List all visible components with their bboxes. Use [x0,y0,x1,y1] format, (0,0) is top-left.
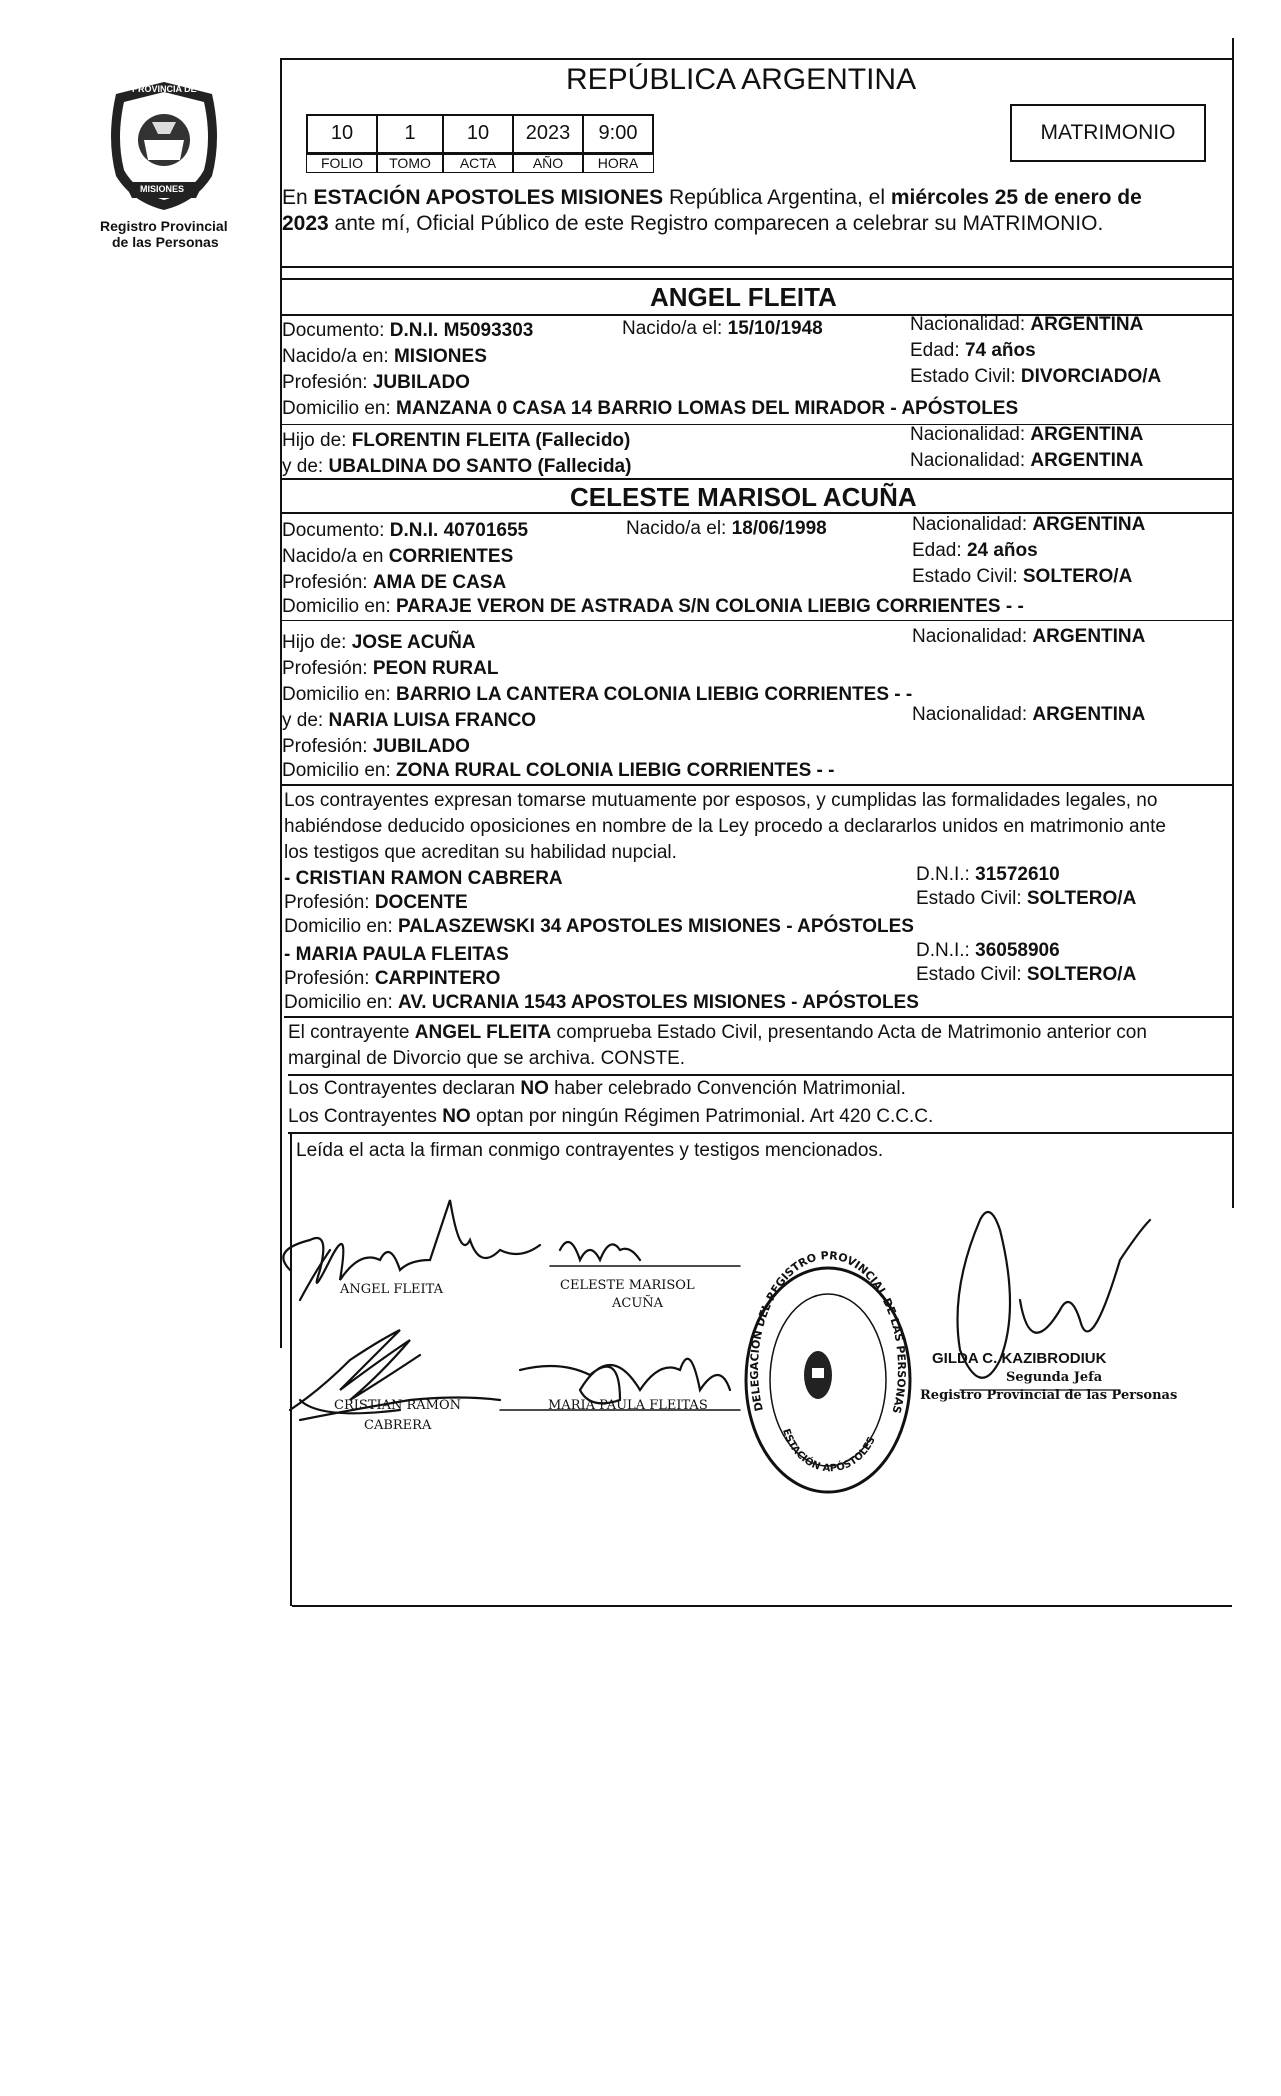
civil-note-post: comprueba Estado Civil, presentando Acta de Matrimonio anterior con [551,1022,1147,1043]
bride-birthplace [282,546,513,568]
folio-value: 10 [306,114,378,154]
groom-civil [910,366,1161,388]
declaration-line-3: los testigos que acreditan su habilidad nupcial. [284,842,677,863]
bride-nat-label: Nacionalidad: [912,514,1033,535]
groom-mother-nat-label: Nacionalidad: [910,450,1031,471]
witness-1-name: - CRISTIAN RAMON CABRERA [284,868,563,889]
groom-father-value: FLORENTIN FLEITA (Fallecido) [351,430,631,451]
groom-father-nat-label: Nacionalidad: [910,424,1031,445]
witness-1-prof-label: Profesión: [284,892,375,913]
bride-father-prof-label: Profesión: [282,658,373,679]
groom-father-nat: ARGENTINA [1030,424,1144,445]
folio-label: FOLIO [306,154,378,173]
groom-civil-value: DIVORCIADO/A [1020,366,1162,387]
country-title: REPÚBLICA ARGENTINA [566,63,917,96]
witness-2-civil-value: SOLTERO/A [1026,964,1137,985]
regime-pre: Los Contrayentes [288,1106,443,1127]
groom-mother-nationality [910,450,1143,472]
acta-label: ACTA [442,154,514,173]
witness-1-address-label: Domicilio en: [284,916,399,937]
bride-nat: ARGENTINA [1032,514,1146,535]
intro-rest: ante mí, Oficial Público de este Registro comparecen a celebrar su MATRIMONIO. [328,212,1104,235]
tomo-value: 1 [376,114,444,154]
groom-birthplace-value: MISIONES [393,346,487,367]
groom-mother [282,456,631,478]
groom-nationality [910,314,1143,336]
bride-mother-value: NARIA LUISA FRANCO [328,710,537,731]
frame-bottom [292,1605,1232,1607]
witness-2-profession [284,968,500,990]
svg-text:ESTACIÓN APÓSTOLES [780,1428,878,1475]
groom-mother-label: y de: [282,456,329,477]
witness-2-address-label: Domicilio en: [284,992,399,1013]
witness-1-civil-value: SOLTERO/A [1026,888,1137,909]
intro-mid: República Argentina, el [663,186,891,209]
convention-note [288,1078,906,1100]
groom-nat: ARGENTINA [1030,314,1144,335]
groom-father-nationality [910,424,1143,446]
bride-father-nationality [912,626,1145,648]
groom-doc-label: Documento: [282,320,390,341]
bride-mother-prof-label: Profesión: [282,736,373,757]
groom-father-label: Hijo de: [282,430,352,451]
witness-1-signature-label-2: CABRERA [364,1418,432,1433]
bride-doc: D.N.I. 40701655 [389,520,529,541]
bride-name: CELESTE MARISOL ACUÑA [570,482,917,512]
bride-father-address [282,684,912,706]
act-type: MATRIMONIO [1040,121,1176,144]
intro-place: ESTACIÓN APOSTOLES MISIONES [313,186,664,209]
logo-lettering-bottom: MISIONES [140,184,185,194]
convention-no: NO [520,1078,549,1099]
divider-groom [280,478,1234,480]
civil-note-pre: El contrayente [288,1022,415,1043]
bride-born-date [626,518,827,540]
civil-note-name: ANGEL FLEITA [414,1022,552,1043]
logo-lettering-top: PROVINCIA DE [132,84,197,94]
bride-mother-nationality [912,704,1145,726]
bride-age [912,540,1038,562]
logo-caption-1: Registro Provincial [100,218,228,234]
witness-2-prof: CARPINTERO [374,968,501,989]
groom-age-label: Edad: [910,340,965,361]
bride-age-value: 24 años [966,540,1038,561]
frame-right [1232,38,1234,1208]
groom-born: 15/10/1948 [727,318,823,339]
groom-doc: D.N.I. M5093303 [389,320,534,341]
divider-civil-note [288,1074,1232,1076]
groom-nat-label: Nacionalidad: [910,314,1031,335]
divider-bride-address [280,620,1234,621]
tomo-label: TOMO [376,154,444,173]
witness-1-address-value: PALASZEWSKI 34 APOSTOLES MISIONES - APÓSTOLES [398,916,914,937]
bride-father-label: Hijo de: [282,632,352,653]
bride-address-value: PARAJE VERON DE ASTRADA S/N COLONIA LIEBIG CORRIENTES - - [396,596,1024,617]
bride-father-nat: ARGENTINA [1032,626,1146,647]
bride-age-label: Edad: [912,540,967,561]
witness-2-dni-label: D.N.I.: [916,940,976,961]
bride-father-address-value: BARRIO LA CANTERA COLONIA LIEBIG CORRIENTES - - [396,684,913,705]
witness-2-name: - MARIA PAULA FLEITAS [284,944,509,965]
bride-mother-address [282,760,834,782]
declaration-line-1: Los contrayentes expresan tomarse mutuamente por esposos, y cumplidas las formalidades legales, no [284,790,1158,811]
acta-value: 10 [442,114,514,154]
witness-2-signature-label: MARIA PAULA FLEITAS [548,1398,708,1413]
act-type-box [1010,104,1206,162]
witness-1-civil-label: Estado Civil: [916,888,1027,909]
year-label: AÑO [512,154,584,173]
bride-address [282,596,1024,618]
witness-1-signature-label-1: CRISTIAN RAMON [334,1398,461,1413]
groom-address [282,398,1018,420]
bride-mother-address-value: ZONA RURAL COLONIA LIEBIG CORRIENTES - - [396,760,835,781]
civil-note-line-2: marginal de Divorcio que se archiva. CONSTE. [288,1048,686,1069]
bride-nationality [912,514,1145,536]
year-value: 2023 [512,114,584,154]
convention-pre: Los Contrayentes declaran [288,1078,521,1099]
groom-profession [282,372,470,394]
groom-mother-value: UBALDINA DO SANTO (Fallecida) [328,456,632,477]
bride-father-prof: PEON RURAL [372,658,499,679]
groom-prof: JUBILADO [372,372,470,393]
witness-1-profession [284,892,468,914]
logo-caption-2: de las Personas [112,234,219,250]
divider-intro [280,266,1234,268]
declaration-line-2: habiéndose deducido oposiciones en nombre de la Ley procedo a declararlos unidos en matrimonio ante [284,816,1166,837]
bride-father-profession [282,658,498,680]
intro-date: miércoles 25 de enero de [890,186,1142,209]
groom-address-value: MANZANA 0 CASA 14 BARRIO LOMAS DEL MIRADOR - APÓSTOLES [396,398,1019,419]
bride-civil-value: SOLTERO/A [1022,566,1133,587]
stamp-outer-text: DELEGACIÓN DEL REGISTRO PROVINCIAL DE LAS PERSONAS [747,1249,909,1415]
officer-title: Segunda Jefa [1006,1370,1103,1385]
divider-witnesses [284,1016,1234,1018]
bride-father-value: JOSE ACUÑA [351,632,476,653]
bride-signature-label-1: CELESTE MARISOL [560,1278,695,1293]
frame-top [280,58,1234,60]
bride-mother-address-label: Domicilio en: [282,760,397,781]
witness-1-civil [916,888,1136,910]
signature-strokes [260,1160,1160,1490]
bride-birthplace-label: Nacido/a en [282,546,389,567]
groom-born-label: Nacido/a el: [622,318,728,339]
groom-mother-nat: ARGENTINA [1030,450,1144,471]
bride-father-nat-label: Nacionalidad: [912,626,1033,647]
regime-note [288,1106,933,1128]
bride-mother-nat-label: Nacionalidad: [912,704,1033,725]
intro-line-1 [282,186,1142,210]
intro-line-2 [282,212,1103,236]
bride-birthplace-value: CORRIENTES [388,546,514,567]
groom-father [282,430,630,452]
witness-2-address-value: AV. UCRANIA 1543 APOSTOLES MISIONES - APÓSTOLES [398,992,919,1013]
groom-age [910,340,1036,362]
groom-age-value: 74 años [964,340,1036,361]
witness-2-civil [916,964,1136,986]
bride-prof-label: Profesión: [282,572,373,593]
bride-document [282,520,528,542]
witness-1-address [284,916,914,938]
bride-father-address-label: Domicilio en: [282,684,397,705]
bride-profession [282,572,506,594]
bride-civil-label: Estado Civil: [912,566,1023,587]
groom-civil-label: Estado Civil: [910,366,1021,387]
witness-2-civil-label: Estado Civil: [916,964,1027,985]
regime-post: optan por ningún Régimen Patrimonial. Art 420 C.C.C. [470,1106,934,1127]
convention-post: haber celebrado Convención Matrimonial. [548,1078,906,1099]
intro-year: 2023 [282,212,329,235]
stamp-inner-text: ESTACIÓN APÓSTOLES [780,1427,878,1475]
officer-registry: Registro Provincial de las Personas [920,1388,1178,1403]
groom-born-date [622,318,823,340]
witness-2-dni [916,940,1060,962]
bride-address-label: Domicilio en: [282,596,397,617]
witness-2-dni-value: 36058906 [975,940,1060,961]
groom-document [282,320,533,342]
regime-no: NO [442,1106,471,1127]
witness-1-dni-label: D.N.I.: [916,864,976,885]
registry-stamp [738,1240,918,1500]
bride-signature-label-2: ACUÑA [612,1296,664,1311]
groom-birthplace-label: Nacido/a en: [282,346,394,367]
witness-1-dni [916,864,1060,886]
bride-mother-nat: ARGENTINA [1032,704,1146,725]
hour-label: HORA [582,154,654,173]
bride-civil [912,566,1132,588]
divider-notes [288,1132,1232,1134]
closing-text: Leída el acta la firman conmigo contrayentes y testigos mencionados. [296,1140,884,1161]
groom-name: ANGEL FLEITA [650,282,837,312]
bride-mother-profession [282,736,470,758]
bride-mother [282,710,536,732]
bride-mother-prof: JUBILADO [372,736,470,757]
groom-prof-label: Profesión: [282,372,373,393]
hour-value: 9:00 [582,114,654,154]
groom-signature-label: ANGEL FLEITA [340,1282,444,1297]
witness-2-address [284,992,919,1014]
bride-doc-label: Documento: [282,520,390,541]
witness-1-dni-value: 31572610 [975,864,1060,885]
groom-address-label: Domicilio en: [282,398,397,419]
bride-mother-label: y de: [282,710,329,731]
bride-born: 18/06/1998 [731,518,827,539]
divider-bride [280,784,1234,786]
intro-prefix: En [282,186,314,209]
witness-1-prof: DOCENTE [374,892,468,913]
groom-birthplace [282,346,487,368]
civil-note-line-1 [288,1022,1147,1044]
bride-born-label: Nacido/a el: [626,518,732,539]
witness-2-prof-label: Profesión: [284,968,375,989]
bride-father [282,632,476,654]
bride-prof: AMA DE CASA [372,572,507,593]
officer-name: GILDA C. KAZIBRODIUK [932,1350,1107,1367]
divider-intro-2 [280,278,1234,280]
